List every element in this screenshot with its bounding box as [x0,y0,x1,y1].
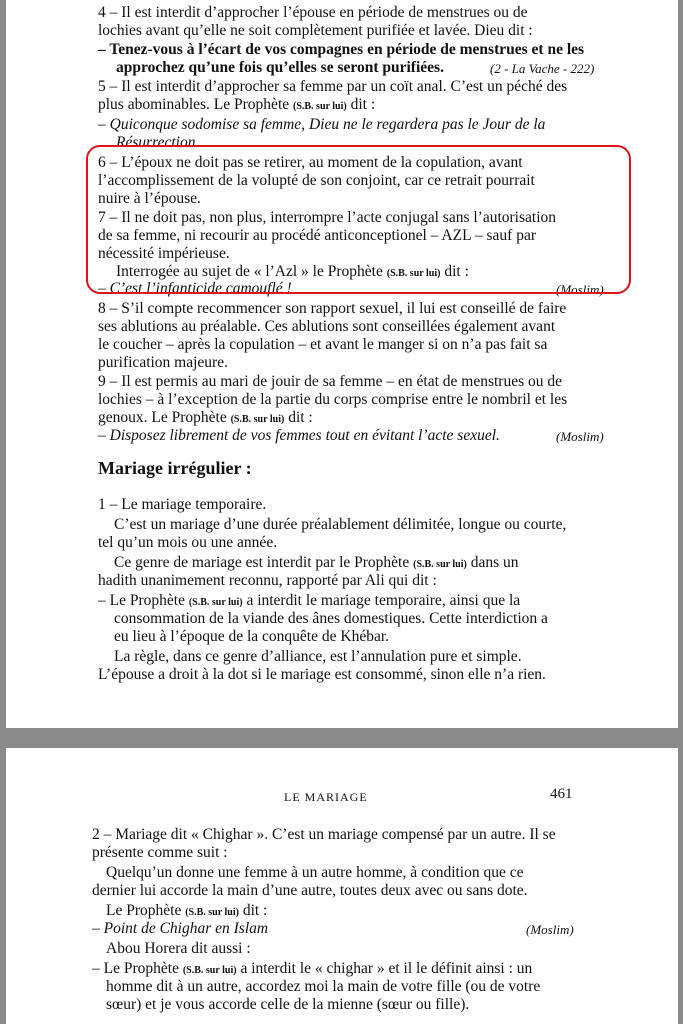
text-line: – Le Prophète (S.B. sur lui) a interdit le « chighar » et il le définit ainsi : un [92,960,533,977]
text-line: hadith unanimement reconnu, rapporté par Ali qui dit : [98,572,437,589]
text-line: Quelqu’un donne une femme à un autre homme, à condition que ce [106,864,524,881]
text-line: Le Prophète (S.B. sur lui) dit : [106,902,268,919]
honorific: (S.B. sur lui) [413,559,467,570]
text-line: Abou Horera dit aussi : [106,940,251,957]
text-line: de sa femme, ni recourir au procédé anticonceptionel – AZL – sauf par [98,227,536,244]
citation: (Moslim) [556,429,604,444]
page-number: 461 [550,786,573,802]
quote-line: approchez qu’une fois qu’elles se seront purifiées. [116,59,444,76]
highlight-box [86,145,631,294]
text-line: L’épouse a droit à la dot si le mariage est consommé, sinon elle n’a rien. [98,666,546,683]
quote-line: – Tenez-vous à l’écart de vos compagnes en période de menstrues et ne les [98,41,585,58]
text-line: Interrogée au sujet de « l’Azl » le Prophète (S.B. sur lui) dit : [116,263,469,280]
text-line: genoux. Le Prophète (S.B. sur lui) dit : [98,409,313,426]
text-line: plus abominables. Le Prophète (S.B. sur lui) dit : [98,96,376,113]
text-line: 8 – S’il compte recommencer son rapport sexuel, il lui est conseillé de faire [98,300,567,317]
text-line: 4 – Il est interdit d’approcher l’épouse en période de menstrues ou de [98,4,528,21]
honorific: (S.B. sur lui) [386,268,441,279]
text-line: homme dit à un autre, accordez moi la main de votre fille (ou de votre [106,978,541,995]
text-line: le coucher – après la copulation – et avant le manger si on n’a pas fait sa [98,336,548,353]
quote-line: Résurrection. [116,134,200,151]
text-line: 7 – Il ne doit pas, non plus, interrompre l’acte conjugal sans l’autorisation [98,209,556,226]
document-page-1 [6,0,678,728]
citation: (Moslim) [526,922,574,937]
text-line: nuire à l’épouse. [98,190,201,207]
text-line: dernier lui accorde la main d’une autre, toutes deux avec ou sans dote. [92,882,528,899]
quote-line: – Quiconque sodomise sa femme, Dieu ne le regardera pas le Jour de la [98,116,546,133]
honorific: (S.B. sur lui) [182,965,237,976]
quote-line: – Disposez librement de vos femmes tout en évitant l’acte sexuel. [98,427,500,444]
text-line: sœur) et je vous accorde celle de la mienne (sœur ou fille). [106,996,470,1013]
honorific: (S.B. sur lui) [185,907,239,918]
text-line: 5 – Il est interdit d’approcher sa femme par un coït anal. C’est un péché des [98,78,568,95]
text-line: lochies avant qu’elle ne soit complètement purifiée et lavée. Dieu dit : [98,22,533,39]
honorific: (S.B. sur lui) [188,597,243,608]
text-line: nécessité impérieuse. [98,245,230,262]
text-line: La règle, dans ce genre d’alliance, est l’annulation pure et simple. [114,648,522,665]
text-line: 1 – Le mariage temporaire. [98,496,267,513]
document-page-2 [6,748,678,1024]
text-line: lochies – à l’exception de la partie du corps comprise entre le nombril et les [98,391,568,408]
citation: (2 - La Vache - 222) [490,61,595,76]
text-line: consommation de la viande des ânes domestiques. Cette interdiction a [114,610,548,627]
text-line: 6 – L’époux ne doit pas se retirer, au moment de la copulation, avant [98,154,523,171]
quote-line: – C’est l’infanticide camouflé ! [98,280,292,297]
text-line: C’est un mariage d’une durée préalablement délimitée, longue ou courte, [114,516,567,533]
text-line: 9 – Il est permis au mari de jouir de sa femme – en état de menstrues ou de [98,373,562,390]
text-line: présente comme suit : [92,844,228,861]
honorific: (S.B. sur lui) [293,101,347,112]
text-line: ses ablutions au préalable. Ces ablutions sont conseillées également avant [98,318,556,335]
text-line: 2 – Mariage dit « Chighar ». C’est un mariage compensé par un autre. Il se [92,826,556,843]
honorific: (S.B. sur lui) [230,414,285,425]
quote-line: – Point de Chighar en Islam [92,920,269,937]
citation: (Moslim) [556,282,604,297]
text-line: eu lieu à l’époque de la conquête de Khébar. [114,628,390,645]
text-line: l’accomplissement de la volupté de son conjoint, car ce retrait pourrait [98,172,535,189]
text-line: Ce genre de mariage est interdit par le Prophète (S.B. sur lui) dans un [114,554,519,571]
text-line: tel qu’un mois ou une année. [98,534,278,551]
text-line: – Le Prophète (S.B. sur lui) a interdit le mariage temporaire, ainsi que la [98,592,521,609]
text-line: purification majeure. [98,354,228,371]
running-head: LE MARIAGE [284,790,368,804]
section-heading: Mariage irrégulier : [98,458,252,478]
